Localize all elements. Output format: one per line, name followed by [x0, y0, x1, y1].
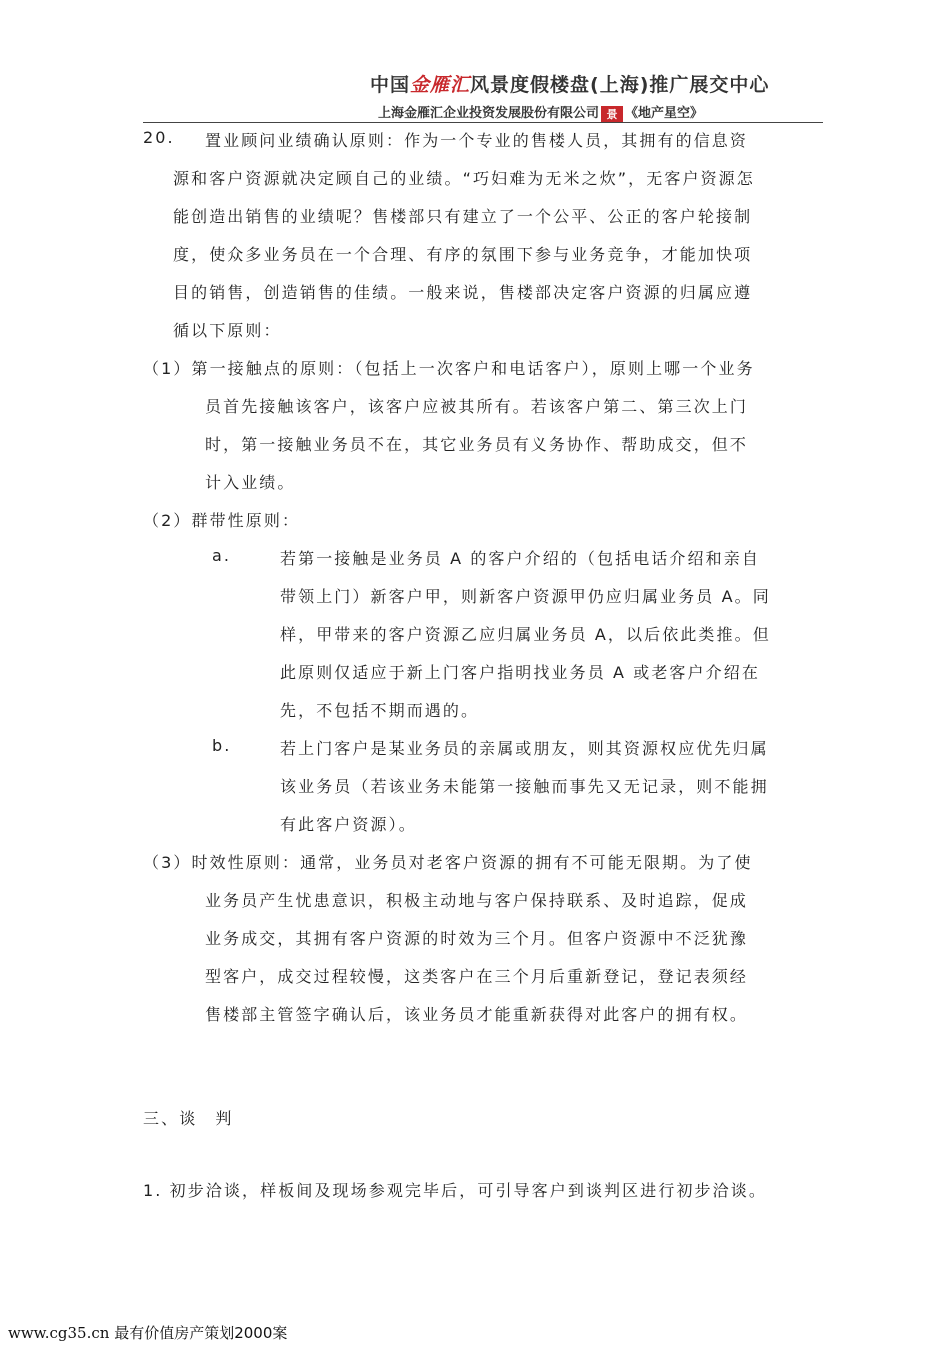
rule-2b-label: b. — [212, 736, 232, 755]
rule-3-line-2: 业务员产生忧患意识，积极主动地与客户保持联系、及时追踪，促成 — [205, 891, 749, 910]
para-20-line-6: 循以下原则： — [173, 321, 282, 340]
rule-3-line-4: 型客户，成交过程较慢，这类客户在三个月后重新登记，登记表须经 — [205, 967, 749, 986]
footer-url: www.cg35.cn — [8, 1324, 110, 1342]
rule-3-line-5: 售楼部主管签字确认后，该业务员才能重新获得对此客户的拥有权。 — [205, 1005, 749, 1024]
rule-1-line-4: 计入业绩。 — [205, 473, 296, 492]
footer-text: 最有价值房产策划2000案 — [109, 1324, 288, 1342]
header-title — [370, 70, 820, 97]
rule-2a-line-2: 带领上门）新客户甲，则新客户资源甲仍应归属业务员 A。同 — [280, 587, 771, 606]
company-name: 上海金雁汇企业投资发展股份有限公司 — [378, 106, 600, 121]
rule-3-line-3: 业务成交，其拥有客户资源的时效为三个月。但客户资源中不泛犹豫 — [205, 929, 749, 948]
rule-2a-line-4: 此原则仅适应于新上门客户指明找业务员 A 或老客户介绍在 — [280, 663, 760, 682]
para-20-line-1: 置业顾问业绩确认原则：作为一个专业的售楼人员，其拥有的信息资 — [205, 131, 749, 150]
rule-2b-line-1: 若上门客户是某业务员的亲属或朋友，则其资源权应优先归属 — [280, 739, 769, 758]
rule-3-line-1: （3）时效性原则：通常，业务员对老客户资源的拥有不可能无限期。为了使 — [143, 853, 753, 872]
brand-logo-text: 金雁汇 — [410, 74, 471, 96]
rule-2-title: （2）群带性原则： — [143, 511, 301, 530]
rule-2a-label: a. — [212, 546, 232, 565]
section-3-heading: 三、谈 判 — [143, 1109, 234, 1128]
rule-1-line-2: 员首先接触该客户，该客户应被其所有。若该客户第二、第三次上门 — [205, 397, 749, 416]
rule-1-line-3: 时，第一接触业务员不在，其它业务员有义务协作、帮助成交，但不 — [205, 435, 749, 454]
para-20-line-4: 度，使众多业务员在一个合理、有序的氛围下参与业务竞争，才能加快项 — [173, 245, 753, 264]
page-header — [370, 70, 820, 121]
rule-2b-line-2: 该业务员（若该业务未能第一接触而事先又无记录，则不能拥 — [280, 777, 769, 796]
rule-2a-line-5: 先，不包括不期而遇的。 — [280, 701, 480, 720]
para-20-line-5: 目的销售，创造销售的佳绩。一般来说，售楼部决定客户资源的归属应遵 — [173, 283, 753, 302]
item-1-text: 1. 初步洽谈，样板间及现场参观完毕后，可引导客户到谈判区进行初步洽谈。 — [143, 1181, 767, 1200]
header-title-suffix: 风景度假楼盘(上海)推广展交中心 — [470, 74, 770, 96]
para-20-line-2: 源和客户资源就决定顾自己的业绩。“巧妇难为无米之炊”，无客户资源怎 — [173, 169, 755, 188]
header-subtitle — [378, 102, 703, 122]
small-logo-icon: 景 — [601, 106, 623, 122]
rule-1-line-1: （1）第一接触点的原则：（包括上一次客户和电话客户），原则上哪一个业务 — [143, 359, 755, 378]
page-footer — [8, 1322, 287, 1343]
header-title-prefix: 中国 — [370, 74, 411, 96]
rule-2a-line-1: 若第一接触是业务员 A 的客户介绍的（包括电话介绍和亲自 — [280, 549, 760, 568]
rule-2a-line-3: 样，甲带来的客户资源乙应归属业务员 A，以后依此类推。但 — [280, 625, 771, 644]
para-20-number: 20. — [143, 128, 175, 147]
header-divider — [143, 122, 823, 123]
para-20-line-3: 能创造出销售的业绩呢？售楼部只有建立了一个公平、公正的客户轮接制 — [173, 207, 753, 226]
publication-name: 《地产星空》 — [625, 106, 704, 121]
rule-2b-line-3: 有此客户资源）。 — [280, 815, 417, 834]
